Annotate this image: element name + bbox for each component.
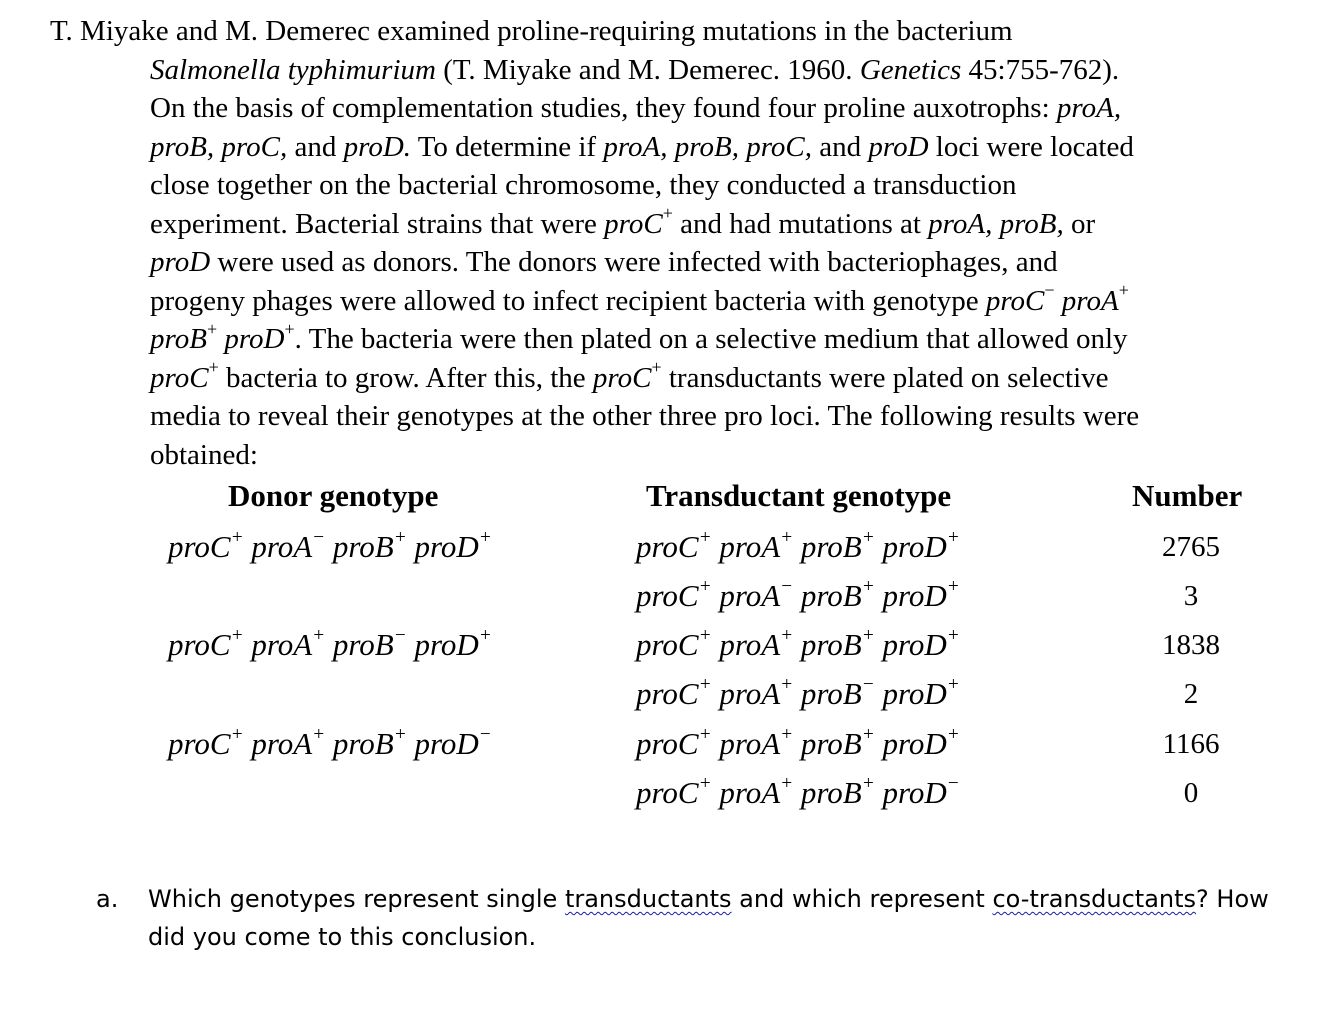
- donor-genotype-3: proC+ proA+ proB+ proD−: [168, 723, 492, 761]
- paragraph-line-7: proD were used as donors. The donors were infected with bacteriophages, and: [150, 246, 1058, 278]
- donor-genotype-1: proC+ proA− proB+ proD+: [168, 526, 492, 564]
- header-number: Number: [1132, 478, 1243, 513]
- paragraph-line-10: proC+ bacteria to grow. After this, the proC+ transductants were plated on selective: [150, 357, 1109, 394]
- transductant-genotype-1: proC+ proA+ proB+ proD+: [636, 526, 960, 564]
- paragraph-line-5: close together on the bacterial chromosome, they conducted a transduction: [150, 169, 1017, 201]
- paragraph-line-8: progeny phages were allowed to infect recipient bacteria with genotype proC− proA+: [150, 280, 1129, 317]
- question-text: Which genotypes represent single transductants and which represent co-transductants? How did you come to this conclusion.: [148, 885, 1269, 951]
- number-cell-3: 1838: [1162, 629, 1220, 661]
- question-letter: a.: [96, 885, 119, 913]
- question-a: [96, 880, 1296, 956]
- number-cell-1: 2765: [1162, 531, 1220, 563]
- paragraph-line-9: proB+ proD+. The bacteria were then plated on a selective medium that allowed only: [150, 318, 1128, 355]
- paragraph-line-3: On the basis of complementation studies, they found four proline auxotrophs: proA,: [150, 92, 1122, 124]
- paragraph-line-12: obtained:: [150, 438, 258, 471]
- transductant-genotype-6: proC+ proA+ proB+ proD−: [636, 772, 960, 810]
- paragraph-line-6: experiment. Bacterial strains that were proC+ and had mutations at proA, proB, or: [150, 203, 1096, 240]
- spellcheck-word-transductants: transductants: [564, 885, 732, 913]
- number-cell-5: 1166: [1162, 728, 1220, 760]
- transductant-genotype-5: proC+ proA+ proB+ proD+: [636, 723, 960, 761]
- donor-genotype-2: proC+ proA+ proB− proD+: [168, 624, 492, 662]
- header-donor-genotype: Donor genotype: [228, 478, 439, 513]
- paragraph-line-4: proB, proC, and proD. To determine if proA, proB, proC, and proD loci were located: [150, 130, 1134, 163]
- transductant-genotype-3: proC+ proA+ proB+ proD+: [636, 624, 960, 662]
- paragraph-line-11: media to reveal their genotypes at the other three pro loci. The following results were: [150, 400, 1140, 432]
- header-transductant-genotype: Transductant genotype: [646, 478, 952, 513]
- number-cell-4: 2: [1183, 678, 1199, 710]
- paragraph-line-1: T. Miyake and M. Demerec examined proline-requiring mutations in the bacterium: [50, 15, 1013, 47]
- problem-paragraph: [50, 12, 1300, 474]
- spellcheck-word-co-transductants: co-transductants: [992, 885, 1197, 913]
- number-cell-2: 3: [1183, 580, 1199, 612]
- number-cell-6: 0: [1183, 777, 1199, 809]
- transductant-genotype-2: proC+ proA− proB+ proD+: [636, 575, 960, 613]
- transductant-genotype-4: proC+ proA+ proB− proD+: [636, 673, 960, 711]
- paragraph-line-2: Salmonella typhimurium (T. Miyake and M. Demerec. 1960. Genetics 45:755-762).: [150, 53, 1120, 86]
